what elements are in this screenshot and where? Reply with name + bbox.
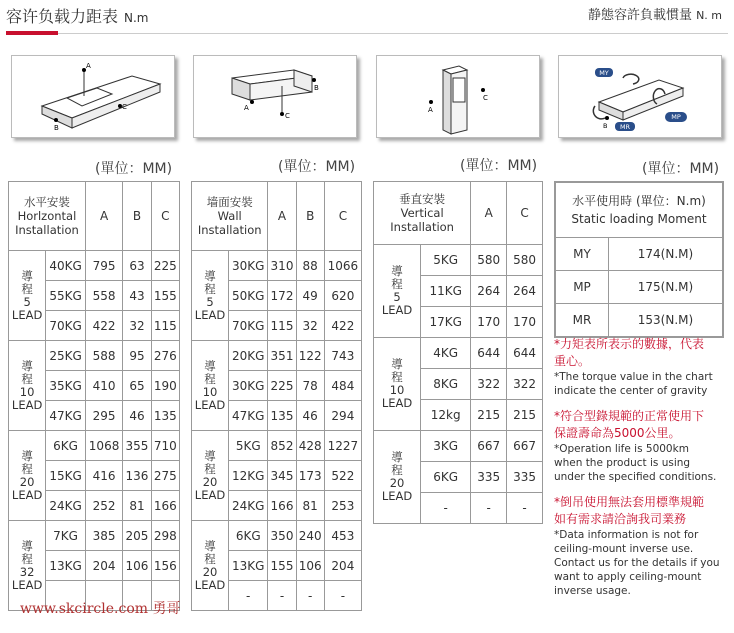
value-cell: 667 xyxy=(507,431,543,462)
load-cell: 25KG xyxy=(46,341,86,371)
value-cell: 276 xyxy=(151,341,179,371)
value-cell: 295 xyxy=(85,401,122,431)
load-cell: 7KG xyxy=(46,521,86,551)
static-value: 175(N.M) xyxy=(609,271,723,304)
lead-line: 10 xyxy=(202,384,218,399)
value-cell: 225 xyxy=(151,251,179,281)
load-cell: 17KG xyxy=(421,307,471,338)
lead-label xyxy=(192,251,229,341)
column-header: A xyxy=(268,182,296,251)
column-header: C xyxy=(507,182,543,245)
column-header: A xyxy=(85,182,122,251)
load-cell: 70KG xyxy=(46,311,86,341)
lead-line: 程 xyxy=(21,551,33,566)
value-cell: 298 xyxy=(151,521,179,551)
static-value: 153(N.M) xyxy=(609,304,723,337)
load-cell: 47KG xyxy=(229,401,268,431)
right-title-text: 静態容許負載慣量 xyxy=(588,8,693,23)
lead-line: 5 xyxy=(23,294,31,309)
value-cell: 115 xyxy=(151,311,179,341)
diagram-label-c: C xyxy=(483,94,488,102)
load-cell: 24KG xyxy=(229,491,268,521)
value-cell: - xyxy=(296,581,324,611)
value-cell: 155 xyxy=(268,551,296,581)
table-row xyxy=(192,521,362,551)
value-cell: 345 xyxy=(268,461,296,491)
lead-line: 32 xyxy=(19,564,35,579)
lead-line: LEAD xyxy=(11,307,43,322)
static-header xyxy=(556,183,723,238)
lead-line: LEAD xyxy=(11,577,43,592)
load-cell: 30KG xyxy=(229,371,268,401)
value-cell: 355 xyxy=(123,431,151,461)
wall-install-diagram xyxy=(194,56,356,137)
lead-label xyxy=(9,341,46,431)
watermark: www.skcircle.com 勇哥 xyxy=(20,601,181,617)
table-row xyxy=(9,521,180,551)
value-cell: 106 xyxy=(296,551,324,581)
value-cell: 350 xyxy=(268,521,296,551)
header-line: Installation xyxy=(197,223,262,237)
lead-line: 20 xyxy=(202,564,218,579)
value-cell: 264 xyxy=(507,276,543,307)
lead-line: 20 xyxy=(389,476,405,490)
value-cell: 172 xyxy=(268,281,296,311)
value-cell: 743 xyxy=(324,341,361,371)
vertical-table xyxy=(373,181,543,524)
value-cell: 253 xyxy=(324,491,361,521)
load-cell: 8KG xyxy=(421,369,471,400)
horizontal-install-diagram xyxy=(12,56,174,137)
load-cell: - xyxy=(421,493,471,524)
value-cell: 852 xyxy=(268,431,296,461)
lead-line: 程 xyxy=(21,281,33,296)
value-cell: - xyxy=(507,493,543,524)
value-cell: 78 xyxy=(296,371,324,401)
lead-line: 導 xyxy=(391,357,403,371)
value-cell: 43 xyxy=(123,281,151,311)
table-row xyxy=(192,341,362,371)
value-cell: 135 xyxy=(268,401,296,431)
my-badge: MY xyxy=(599,69,609,77)
load-cell: 13KG xyxy=(229,551,268,581)
lead-label xyxy=(374,431,421,524)
value-cell: 115 xyxy=(268,311,296,341)
unit-label-4: (單位：MM) xyxy=(642,161,720,177)
value-cell: 1068 xyxy=(85,431,122,461)
diagram-label-a: A xyxy=(244,104,249,112)
value-cell: 1227 xyxy=(324,431,361,461)
static-value: 174(N.M) xyxy=(609,238,723,271)
column-header: C xyxy=(324,182,361,251)
value-cell: 422 xyxy=(85,311,122,341)
value-cell: 385 xyxy=(85,521,122,551)
unit-label-2: (單位：MM) xyxy=(278,159,356,175)
right-title xyxy=(588,4,722,23)
lead-line: 5 xyxy=(393,290,401,304)
lead-line: 程 xyxy=(21,371,33,386)
value-cell: 240 xyxy=(296,521,324,551)
lead-line: 導 xyxy=(21,538,33,553)
value-cell: 32 xyxy=(296,311,324,341)
table-row xyxy=(374,245,543,276)
note-line: Contact us for the details if you xyxy=(554,557,720,569)
load-cell: 30KG xyxy=(229,251,268,281)
load-cell: 5KG xyxy=(229,431,268,461)
unit-label-1: (單位：MM) xyxy=(95,161,173,177)
note-red-line: 如有需求請洽詢我司業務 xyxy=(554,512,687,526)
header-line: Vertical xyxy=(400,206,444,220)
value-cell: 63 xyxy=(123,251,151,281)
table-header-row xyxy=(192,182,362,251)
lead-line: 程 xyxy=(204,281,216,296)
load-cell: 20KG xyxy=(229,341,268,371)
value-cell: 294 xyxy=(324,401,361,431)
lead-line: 導 xyxy=(21,268,33,283)
static-moment-table xyxy=(555,182,723,337)
value-cell: 46 xyxy=(123,401,151,431)
lead-line: LEAD xyxy=(381,303,413,317)
note-red-line: *力矩表所表示的數據，代表 xyxy=(554,337,705,351)
header-line: Horlzontal xyxy=(17,209,77,223)
header-line: 水平安裝 xyxy=(23,195,70,209)
value-cell: - xyxy=(324,581,361,611)
lead-line: 程 xyxy=(391,463,403,477)
load-cell: 5KG xyxy=(421,245,471,276)
note-line: when the product is using xyxy=(554,457,691,469)
installation-header xyxy=(192,182,268,251)
value-cell: 484 xyxy=(324,371,361,401)
value-cell: 166 xyxy=(268,491,296,521)
load-cell: 24KG xyxy=(46,491,86,521)
value-cell: 322 xyxy=(507,369,543,400)
lead-line: LEAD xyxy=(194,487,226,502)
title-text: 容许负载力距表 xyxy=(6,7,119,26)
static-row xyxy=(556,304,723,337)
value-cell: 422 xyxy=(324,311,361,341)
value-cell: 453 xyxy=(324,521,361,551)
static-header-line1: 水平使用時 (單位：N.m) xyxy=(572,194,706,208)
table-row xyxy=(374,431,543,462)
value-cell: 65 xyxy=(123,371,151,401)
lead-label xyxy=(192,341,229,431)
value-cell: 580 xyxy=(507,245,543,276)
table-header-row xyxy=(374,182,543,245)
diagram-horizontal xyxy=(11,55,175,138)
value-cell: 416 xyxy=(85,461,122,491)
note-line: *The torque value in the chart xyxy=(554,371,713,383)
static-header-line2: Static loading Moment xyxy=(571,212,707,226)
table-row xyxy=(9,341,180,371)
value-cell: 275 xyxy=(151,461,179,491)
value-cell: 522 xyxy=(324,461,361,491)
lead-line: 程 xyxy=(204,461,216,476)
note-line: indicate the center of gravity xyxy=(554,385,708,397)
value-cell: 1066 xyxy=(324,251,361,281)
diagram-label-c: C xyxy=(122,103,127,111)
value-cell: 170 xyxy=(471,307,507,338)
note-line: *Data information is not for xyxy=(554,529,699,541)
value-cell: 310 xyxy=(268,251,296,281)
load-cell: 6KG xyxy=(229,521,268,551)
column-header: C xyxy=(151,182,179,251)
load-cell: 13KG xyxy=(46,551,86,581)
diagram-wall xyxy=(193,55,357,138)
lead-line: 導 xyxy=(204,538,216,553)
value-cell: 322 xyxy=(471,369,507,400)
value-cell: 667 xyxy=(471,431,507,462)
header-line: Installation xyxy=(15,223,79,237)
value-cell: 795 xyxy=(85,251,122,281)
mp-badge: MP xyxy=(671,113,681,121)
value-cell: - xyxy=(268,581,296,611)
diagram-label-a: A xyxy=(428,106,433,114)
load-cell: 11KG xyxy=(421,276,471,307)
value-cell: 95 xyxy=(123,341,151,371)
value-cell: 46 xyxy=(296,401,324,431)
installation-header xyxy=(374,182,471,245)
lead-line: 程 xyxy=(391,370,403,384)
load-cell: 35KG xyxy=(46,371,86,401)
lead-line: 10 xyxy=(389,383,405,397)
lead-line: LEAD xyxy=(194,307,226,322)
value-cell: 580 xyxy=(471,245,507,276)
value-cell: 88 xyxy=(296,251,324,281)
lead-label xyxy=(192,521,229,611)
diagram-vertical xyxy=(376,55,540,138)
value-cell: 49 xyxy=(296,281,324,311)
lead-line: 10 xyxy=(19,384,35,399)
note-red-line: *符合型錄規範的正常使用下 xyxy=(554,409,705,423)
static-key: MY xyxy=(556,238,609,271)
lead-line: LEAD xyxy=(381,489,413,503)
table-header-row xyxy=(9,182,180,251)
value-cell: 122 xyxy=(296,341,324,371)
note-line: want to apply ceiling-mount xyxy=(554,571,702,583)
load-cell: 6KG xyxy=(421,462,471,493)
lead-label xyxy=(374,338,421,431)
notes xyxy=(554,336,730,608)
diagram-label-c: C xyxy=(285,112,290,120)
static-key: MP xyxy=(556,271,609,304)
value-cell: 215 xyxy=(471,400,507,431)
table-row xyxy=(9,251,180,281)
note-red-line: *倒吊使用無法套用標準規範 xyxy=(554,495,705,509)
value-cell: 644 xyxy=(507,338,543,369)
value-cell: 588 xyxy=(85,341,122,371)
lead-line: 導 xyxy=(391,264,403,278)
load-cell: 15KG xyxy=(46,461,86,491)
lead-line: 5 xyxy=(206,294,214,309)
lead-line: 20 xyxy=(202,474,218,489)
load-cell: 47KG xyxy=(46,401,86,431)
load-cell: 40KG xyxy=(46,251,86,281)
note-block xyxy=(554,336,730,398)
column-header: A xyxy=(471,182,507,245)
note-block xyxy=(554,408,730,484)
lead-line: LEAD xyxy=(11,397,43,412)
diagram-label-b: B xyxy=(54,124,59,132)
lead-label xyxy=(192,431,229,521)
value-cell: 135 xyxy=(151,401,179,431)
diagram-static-moment xyxy=(558,55,722,138)
column-header: B xyxy=(123,182,151,251)
lead-line: 20 xyxy=(19,474,35,489)
value-cell: 204 xyxy=(324,551,361,581)
load-cell: - xyxy=(229,581,268,611)
lead-label xyxy=(9,431,46,521)
lead-line: 程 xyxy=(21,461,33,476)
value-cell: 155 xyxy=(151,281,179,311)
value-cell: 428 xyxy=(296,431,324,461)
value-cell: 335 xyxy=(471,462,507,493)
vertical-install-diagram xyxy=(377,56,539,137)
value-cell: 215 xyxy=(507,400,543,431)
value-cell: 558 xyxy=(85,281,122,311)
value-cell: 264 xyxy=(471,276,507,307)
diagram-label-a: A xyxy=(86,62,91,70)
note-red-line: 重心。 xyxy=(554,354,591,368)
table-row xyxy=(192,251,362,281)
lead-label xyxy=(9,521,46,611)
value-cell: 106 xyxy=(123,551,151,581)
static-row xyxy=(556,271,723,304)
load-cell: 4KG xyxy=(421,338,471,369)
value-cell: 252 xyxy=(85,491,122,521)
lead-line: LEAD xyxy=(381,396,413,410)
installation-header xyxy=(9,182,86,251)
note-line: ceiling-mount inverse use. xyxy=(554,543,694,555)
static-row xyxy=(556,238,723,271)
lead-line: LEAD xyxy=(194,397,226,412)
table-row xyxy=(192,431,362,461)
page-title xyxy=(6,4,149,27)
right-title-unit: N. m xyxy=(696,9,722,22)
header-line: Installation xyxy=(390,220,454,234)
note-line: under the specified conditions. xyxy=(554,471,717,483)
value-cell: 710 xyxy=(151,431,179,461)
header-line: 垂直安裝 xyxy=(399,192,446,206)
lead-line: 導 xyxy=(204,268,216,283)
value-cell: 136 xyxy=(123,461,151,491)
lead-line: 導 xyxy=(391,450,403,464)
load-cell: 3KG xyxy=(421,431,471,462)
value-cell: 156 xyxy=(151,551,179,581)
lead-line: 程 xyxy=(204,551,216,566)
note-line: *Operation life is 5000km xyxy=(554,443,689,455)
lead-line: LEAD xyxy=(11,487,43,502)
value-cell: 620 xyxy=(324,281,361,311)
table-row xyxy=(374,338,543,369)
unit-label-3: (單位：MM) xyxy=(460,158,538,174)
static-key: MR xyxy=(556,304,609,337)
load-cell: 50KG xyxy=(229,281,268,311)
load-cell: 55KG xyxy=(46,281,86,311)
value-cell: 351 xyxy=(268,341,296,371)
header-line: 墙面安裝 xyxy=(206,195,253,209)
value-cell: 204 xyxy=(85,551,122,581)
value-cell: 166 xyxy=(151,491,179,521)
note-line: inverse usage. xyxy=(554,585,631,597)
diagram-label-b: B xyxy=(314,84,319,92)
load-cell: 70KG xyxy=(229,311,268,341)
value-cell: 335 xyxy=(507,462,543,493)
header-line: Wall xyxy=(217,209,242,223)
static-moment-box xyxy=(554,181,724,338)
column-header: B xyxy=(296,182,324,251)
load-cell: 6KG xyxy=(46,431,86,461)
divider xyxy=(58,33,728,34)
value-cell: - xyxy=(471,493,507,524)
table-row xyxy=(9,431,180,461)
value-cell: 170 xyxy=(507,307,543,338)
lead-label xyxy=(9,251,46,341)
value-cell: 225 xyxy=(268,371,296,401)
value-cell: 173 xyxy=(296,461,324,491)
title-unit: N.m xyxy=(124,11,149,25)
lead-line: 導 xyxy=(21,448,33,463)
value-cell: 644 xyxy=(471,338,507,369)
lead-line: 程 xyxy=(391,277,403,291)
value-cell: 410 xyxy=(85,371,122,401)
lead-line: 程 xyxy=(204,371,216,386)
wall-table xyxy=(191,181,362,611)
horizontal-table xyxy=(8,181,180,611)
lead-line: 導 xyxy=(21,358,33,373)
lead-line: LEAD xyxy=(194,577,226,592)
value-cell: 190 xyxy=(151,371,179,401)
value-cell: 81 xyxy=(296,491,324,521)
note-block xyxy=(554,494,730,598)
value-cell: 205 xyxy=(123,521,151,551)
value-cell: 32 xyxy=(123,311,151,341)
accent-bar xyxy=(6,31,58,35)
note-red-line: 保證壽命為5000公里。 xyxy=(554,426,681,440)
diagram-label-b: B xyxy=(603,122,608,130)
load-cell: 12kg xyxy=(421,400,471,431)
mr-badge: MR xyxy=(619,123,631,131)
lead-label xyxy=(374,245,421,338)
value-cell: 81 xyxy=(123,491,151,521)
static-moment-diagram xyxy=(559,56,721,137)
lead-line: 導 xyxy=(204,358,216,373)
load-cell: 12KG xyxy=(229,461,268,491)
lead-line: 導 xyxy=(204,448,216,463)
